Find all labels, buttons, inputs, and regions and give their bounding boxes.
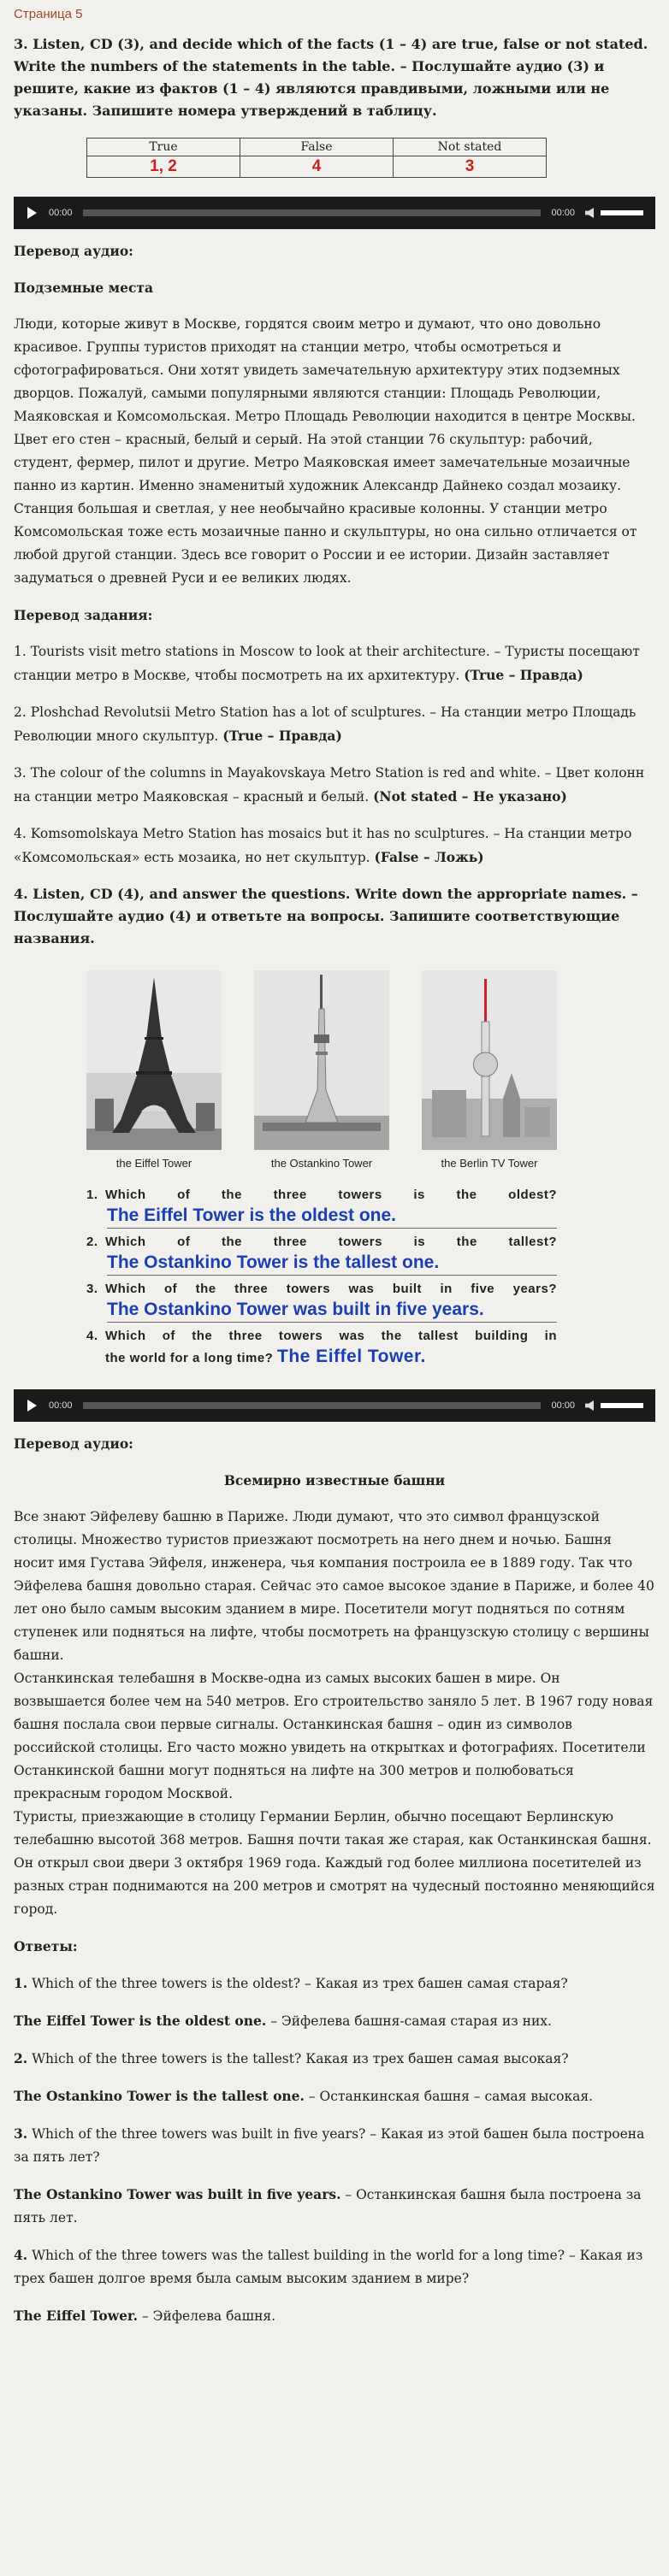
answers-answer-2 — [14, 2084, 655, 2108]
statement-1 — [14, 640, 655, 687]
ostankino-tower-image — [254, 970, 389, 1150]
answers-q3-text: Which of the three towers was built in five years? – Какая из этой башен была построена за пять лет? — [14, 2126, 645, 2165]
answers-question-2 — [14, 2047, 655, 2071]
transcript1-text: Люди, которые живут в Москве, гордятся своим метро и думают, что оно довольно красивое. Группы туристов приходят на станции метро, чтобы осмотреться и сфотографироваться. Они хотят увидеть замечательную архитектуру этих подземных дворцов. Пожалуй, самыми популярными являются станции: Площадь Революции, Маяковская и Комсомольская. Метро Площадь Революции находится в центре Москвы. Цвет его стен – красный, белый и серый. На этой станции 76 скульптур: рабочий, студент, фермер, пилот и другие. Метро Маяковская имеет замечательные мозаичные панно из картин. Именно знаменитый художник Александр Дайнеко создал мозаику. Станция большая и светлая, у нее необычайно красивые колонны. У станции метро Комсомольская тоже есть мозаичные панно и скульптуры, но она сильно отличается от любой другой станции. Здесь все говорит о России и ее истории. Дизайн заставляет задуматься о древней Руси и ее великих людях. — [14, 316, 637, 586]
answers-a2-bold: The Ostankino Tower is the tallest one. — [14, 2088, 305, 2104]
question-4-line2 — [86, 1347, 557, 1369]
answers-a3-bold: The Ostankino Tower was built in five years. — [14, 2186, 341, 2202]
answers-a1-rest: – Эйфелева башня-самая старая из них. — [266, 2013, 552, 2029]
answer-1: The Eiffel Tower is the oldest one. — [107, 1205, 557, 1229]
question-4-number: 4. — [86, 1329, 98, 1343]
tower-eiffel — [86, 970, 222, 1170]
audio-progress-bar[interactable] — [83, 209, 542, 216]
transcript1-title: Перевод аудио: — [14, 243, 133, 259]
answers-q2-number: 2. — [14, 2050, 28, 2066]
answers-answer-4 — [14, 2304, 655, 2328]
answers-a4-rest: – Эйфелева башня. — [138, 2308, 276, 2324]
eiffel-tower-image — [86, 970, 222, 1150]
question-3 — [86, 1279, 557, 1300]
answer-2: The Ostankino Tower is the tallest one. — [107, 1253, 557, 1276]
statement-3 — [14, 762, 655, 809]
answers-answer-3 — [14, 2183, 655, 2230]
page-label: Страница 5 — [14, 7, 83, 21]
answers-answer-1 — [14, 2009, 655, 2033]
audio-duration: 00:00 — [551, 1400, 575, 1411]
table-value-true: 1, 2 — [87, 156, 240, 178]
statement-4 — [14, 822, 655, 869]
statement-1-text: 1. Tourists visit metro stations in Moscow to look at their architecture. – Туристы посещают станции метро в Москве, чтобы посмотреть на их архитектуру. — [14, 644, 640, 683]
answers-q3-number: 3. — [14, 2125, 28, 2142]
answer-3: The Ostankino Tower was built in five years. — [107, 1300, 557, 1323]
question-4 — [86, 1326, 557, 1347]
answers-a4-bold: The Eiffel Tower. — [14, 2308, 139, 2324]
question-3-number: 3. — [86, 1282, 98, 1296]
answers-question-4 — [14, 2243, 655, 2290]
transcript2-paragraph-2: Останкинская телебашня в Москве-одна из самых высоких башен в мире. Он возвышается более чем на 540 метров. Его строительство заняло 5 лет. В 1967 году новая башня послала свои первые сигналы. Останкинская башня – один из символов российской столицы. Его часто можно увидеть на открытках и фотографиях. Посетители Останкинской башни могут подняться на лифте на 300 метров и полюбоваться прекрасным городом Москвой. — [14, 1671, 654, 1801]
question-2 — [86, 1232, 557, 1253]
towers-figure — [86, 970, 557, 1170]
volume-slider[interactable] — [601, 1403, 643, 1408]
answers-a1-bold: The Eiffel Tower is the oldest one. — [14, 2013, 267, 2029]
transcript2-paragraph-3: Туристы, приезжающие в столицу Германии Берлин, обычно посещают Берлинскую телебашню высотой 368 метров. Башня почти такая же старая, как Останкинская башня. Он открыл свои двери 3 октября 1969 года. Каждый год более миллиона посетителей из разных стран поднимаются на 200 метров и смотрят на чудесный постоянно меняющийся город. — [14, 1809, 655, 1917]
answers-a2-rest: – Останкинская башня – самая высокая. — [304, 2089, 594, 2104]
answers-a3-rest: – Останкинская башня была построена за пять лет. — [14, 2187, 642, 2225]
berlin-tower-caption: the Berlin TV Tower — [441, 1157, 538, 1170]
page — [14, 0, 655, 2328]
play-icon[interactable] — [27, 207, 37, 219]
table-value-false: 4 — [240, 156, 394, 178]
table-value-not-stated: 3 — [394, 156, 547, 178]
statement-4-verdict: (False – Ложь) — [374, 849, 484, 865]
audio-player-2 — [14, 1389, 655, 1422]
question-4-text-line2: the world for a long time? — [105, 1351, 274, 1365]
ostankino-tower-caption: the Ostankino Tower — [270, 1157, 373, 1170]
question-2-text: Which of the three towers is the tallest? — [105, 1235, 557, 1249]
statement-2-text: 2. Ploshchad Revolutsii Metro Station has a lot of sculptures. – На станции метро Площадь Революции много скульптур. — [14, 704, 636, 744]
audio-current-time: 00:00 — [49, 1400, 73, 1411]
statement-1-verdict: (True – Правда) — [464, 667, 583, 683]
question-4-text-line1: Which of the three towers was the tallest building in — [105, 1329, 557, 1343]
answers-q4-number: 4. — [14, 2247, 28, 2263]
question-1 — [86, 1185, 557, 1205]
answer-table — [86, 138, 547, 178]
task3-heading: 3. Listen, CD (3), and decide which of the facts (1 – 4) are true, false or not stated. Write the numbers of the statements in the table. – Послушайте аудио (3) и решите, какие из фактов (1 – 4) являются правдивыми, ложными или не указаны. Запишите номера утверждений в таблицу. — [14, 36, 648, 119]
answers-q1-number: 1. — [14, 1975, 28, 1991]
play-icon[interactable] — [27, 1400, 37, 1412]
audio-current-time: 00:00 — [49, 208, 73, 218]
volume-icon[interactable] — [585, 1400, 594, 1411]
berlin-tower-image — [422, 970, 557, 1150]
statement-3-text: 3. The colour of the columns in Mayakovskaya Metro Station is red and white. – Цвет колонн на станции метро Маяковская – красный и белый. — [14, 765, 645, 805]
volume-slider[interactable] — [601, 210, 643, 215]
tower-berlin — [422, 970, 557, 1170]
answers-q1-text: Which of the three towers is the oldest? – Какая из трех башен самая старая? — [27, 1976, 568, 1991]
question-3-text: Which of the three towers was built in five years? — [105, 1282, 557, 1296]
question-list — [86, 1185, 557, 1369]
statement-4-text: 4. Komsomolskaya Metro Station has mosaics but it has no sculptures. – На станции метро «Комсомольская» есть мозаика, но нет скульптур. — [14, 826, 632, 865]
answer-4: The Eiffel Tower. — [277, 1347, 426, 1366]
answers-q4-text: Which of the three towers was the tallest building in the world for a long time? – Какая из трех башен долгое время была самым высоким зданием в мире? — [14, 2248, 643, 2286]
question-1-number: 1. — [86, 1188, 98, 1202]
audio-duration: 00:00 — [551, 208, 575, 218]
table-header-true: True — [87, 139, 240, 156]
transcript2-subtitle: Всемирно известные башни — [223, 1472, 446, 1488]
table-header-not-stated: Not stated — [394, 139, 547, 156]
tower-ostankino — [254, 970, 389, 1170]
task4-heading: 4. Listen, CD (4), and answer the questions. Write down the appropriate names. – Послушайте аудио (4) и ответьте на вопросы. Запишите соответствующие названия. — [14, 886, 638, 946]
volume-icon[interactable] — [585, 208, 594, 218]
statement-2-verdict: (True – Правда) — [222, 728, 342, 744]
audio-player-1 — [14, 197, 655, 229]
transcript1-subtitle: Подземные места — [14, 280, 154, 296]
answers-question-1 — [14, 1972, 655, 1995]
statement-3-verdict: (Not stated – Не указано) — [373, 788, 567, 805]
table-header-false: False — [240, 139, 394, 156]
eiffel-tower-caption: the Eiffel Tower — [115, 1157, 192, 1170]
question-1-text: Which of the three towers is the oldest? — [105, 1188, 557, 1202]
answers-question-3 — [14, 2122, 655, 2169]
audio-progress-bar[interactable] — [83, 1402, 542, 1409]
answers-q2-text: Which of the three towers is the tallest? Какая из трех башен самая высокая? — [27, 2051, 569, 2066]
task-translation-title: Перевод задания: — [14, 607, 153, 623]
statement-2 — [14, 701, 655, 748]
question-2-number: 2. — [86, 1235, 98, 1249]
answers-title: Ответы: — [14, 1938, 78, 1954]
transcript2-paragraph-1: Все знают Эйфелеву башню в Париже. Люди думают, что это символ французской столицы. Множество туристов приезжают посмотреть на него днем и ночью. Башня носит имя Густава Эйфеля, инженера, чья компания построила ее в 1889 году. Так что Эйфелева башня довольно старая. Сейчас это самое высокое здание в Париже, и более 40 лет оно было самым высоким зданием в мире. Посетители могут подняться по сотням ступенек или подняться на лифте, чтобы посмотреть на французскую столицу с вершины башни. — [14, 1509, 654, 1663]
transcript2-title: Перевод аудио: — [14, 1435, 133, 1452]
